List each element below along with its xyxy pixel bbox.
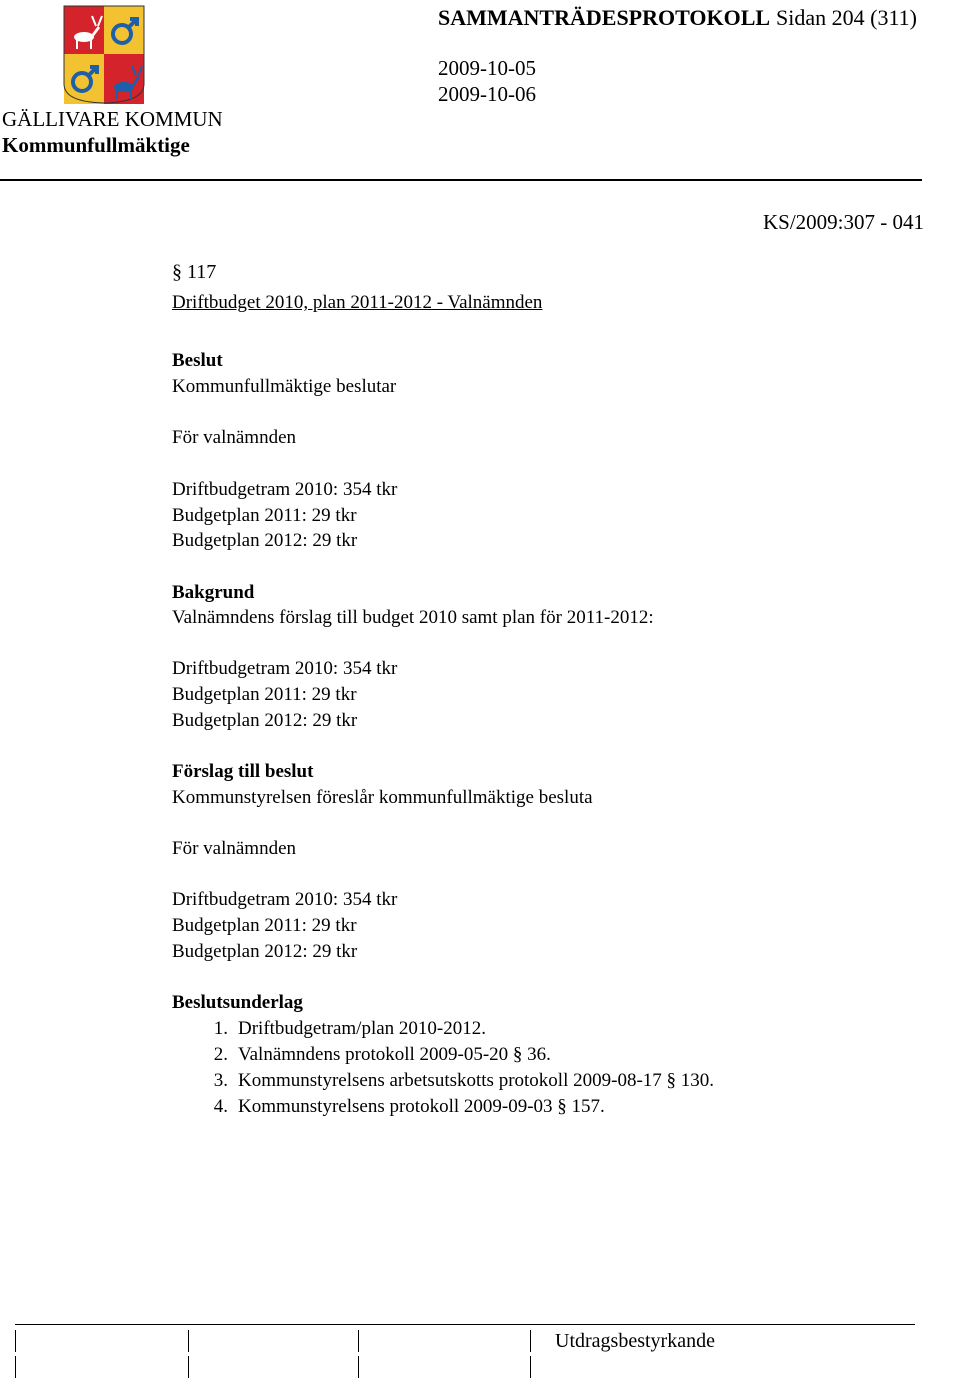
bakgrund-intro: Valnämndens förslag till budget 2010 samt plan för 2011-2012: bbox=[172, 607, 654, 628]
certification-label: Utdragsbestyrkande bbox=[555, 1330, 715, 1352]
list-item-text: Kommunstyrelsens arbetsutskotts protokoll 2009-08-17 § 130. bbox=[238, 1070, 715, 1091]
case-number: KS/2009:307 - 041 bbox=[763, 210, 925, 234]
forslag-line: Driftbudgetram 2010: 354 tkr bbox=[172, 889, 398, 910]
forslag-for-line: För valnämnden bbox=[172, 838, 297, 859]
signature-box-divider bbox=[358, 1356, 359, 1378]
forslag-intro: Kommunstyrelsen föreslår kommunfullmäktige besluta bbox=[172, 787, 593, 808]
list-item-number: 1. bbox=[213, 1018, 228, 1039]
bakgrund-line: Budgetplan 2011: 29 tkr bbox=[172, 684, 357, 705]
signature-box-divider bbox=[15, 1330, 16, 1352]
body-name: Kommunfullmäktige bbox=[2, 133, 190, 157]
signature-box-divider bbox=[358, 1330, 359, 1352]
signature-box-divider bbox=[530, 1330, 531, 1352]
document-title: SAMMANTRÄDESPROTOKOLL bbox=[438, 5, 771, 30]
list-item-text: Driftbudgetram/plan 2010-2012. bbox=[238, 1018, 487, 1039]
meeting-date-2: 2009-10-06 bbox=[438, 82, 536, 106]
beslutsunderlag-heading: Beslutsunderlag bbox=[172, 992, 303, 1013]
beslutsunderlag-list bbox=[172, 1017, 714, 1121]
signature-box-divider bbox=[15, 1356, 16, 1378]
section-symbol: § bbox=[172, 261, 182, 283]
footer-divider bbox=[15, 1324, 915, 1325]
beslut-line: Budgetplan 2012: 29 tkr bbox=[172, 530, 358, 551]
beslut-line: Driftbudgetram 2010: 354 tkr bbox=[172, 479, 398, 500]
section-number bbox=[172, 261, 216, 284]
forslag-line: Budgetplan 2012: 29 tkr bbox=[172, 941, 358, 962]
meeting-date-1: 2009-10-05 bbox=[438, 56, 536, 80]
coat-of-arms-logo bbox=[62, 4, 146, 104]
signature-box-divider bbox=[188, 1356, 189, 1378]
header-divider bbox=[0, 179, 922, 181]
list-item-number: 2. bbox=[213, 1044, 228, 1065]
list-item-number: 4. bbox=[213, 1096, 228, 1117]
signature-box-divider bbox=[188, 1330, 189, 1352]
page-number: Sidan 204 (311) bbox=[776, 5, 917, 30]
list-item bbox=[172, 1017, 714, 1043]
bakgrund-heading: Bakgrund bbox=[172, 582, 255, 603]
list-item-text: Valnämndens protokoll 2009-05-20 § 36. bbox=[238, 1044, 551, 1065]
forslag-heading: Förslag till beslut bbox=[172, 761, 314, 782]
beslut-line: Budgetplan 2011: 29 tkr bbox=[172, 505, 357, 526]
organization-name: GÄLLIVARE KOMMUN bbox=[2, 107, 223, 131]
list-item bbox=[172, 1043, 714, 1069]
signature-box-divider bbox=[530, 1356, 531, 1378]
bakgrund-line: Budgetplan 2012: 29 tkr bbox=[172, 710, 358, 731]
beslut-for-line: För valnämnden bbox=[172, 427, 297, 448]
list-item-text: Kommunstyrelsens protokoll 2009-09-03 § 157. bbox=[238, 1096, 605, 1117]
list-item bbox=[172, 1069, 714, 1095]
list-item bbox=[172, 1095, 714, 1121]
bakgrund-line: Driftbudgetram 2010: 354 tkr bbox=[172, 658, 398, 679]
list-item-number: 3. bbox=[213, 1070, 228, 1091]
section-number-value: 117 bbox=[187, 261, 217, 283]
beslut-heading: Beslut bbox=[172, 350, 223, 371]
beslut-intro: Kommunfullmäktige beslutar bbox=[172, 376, 397, 397]
section-title: Driftbudget 2010, plan 2011-2012 - Valnämnden bbox=[172, 292, 543, 313]
forslag-line: Budgetplan 2011: 29 tkr bbox=[172, 915, 357, 936]
